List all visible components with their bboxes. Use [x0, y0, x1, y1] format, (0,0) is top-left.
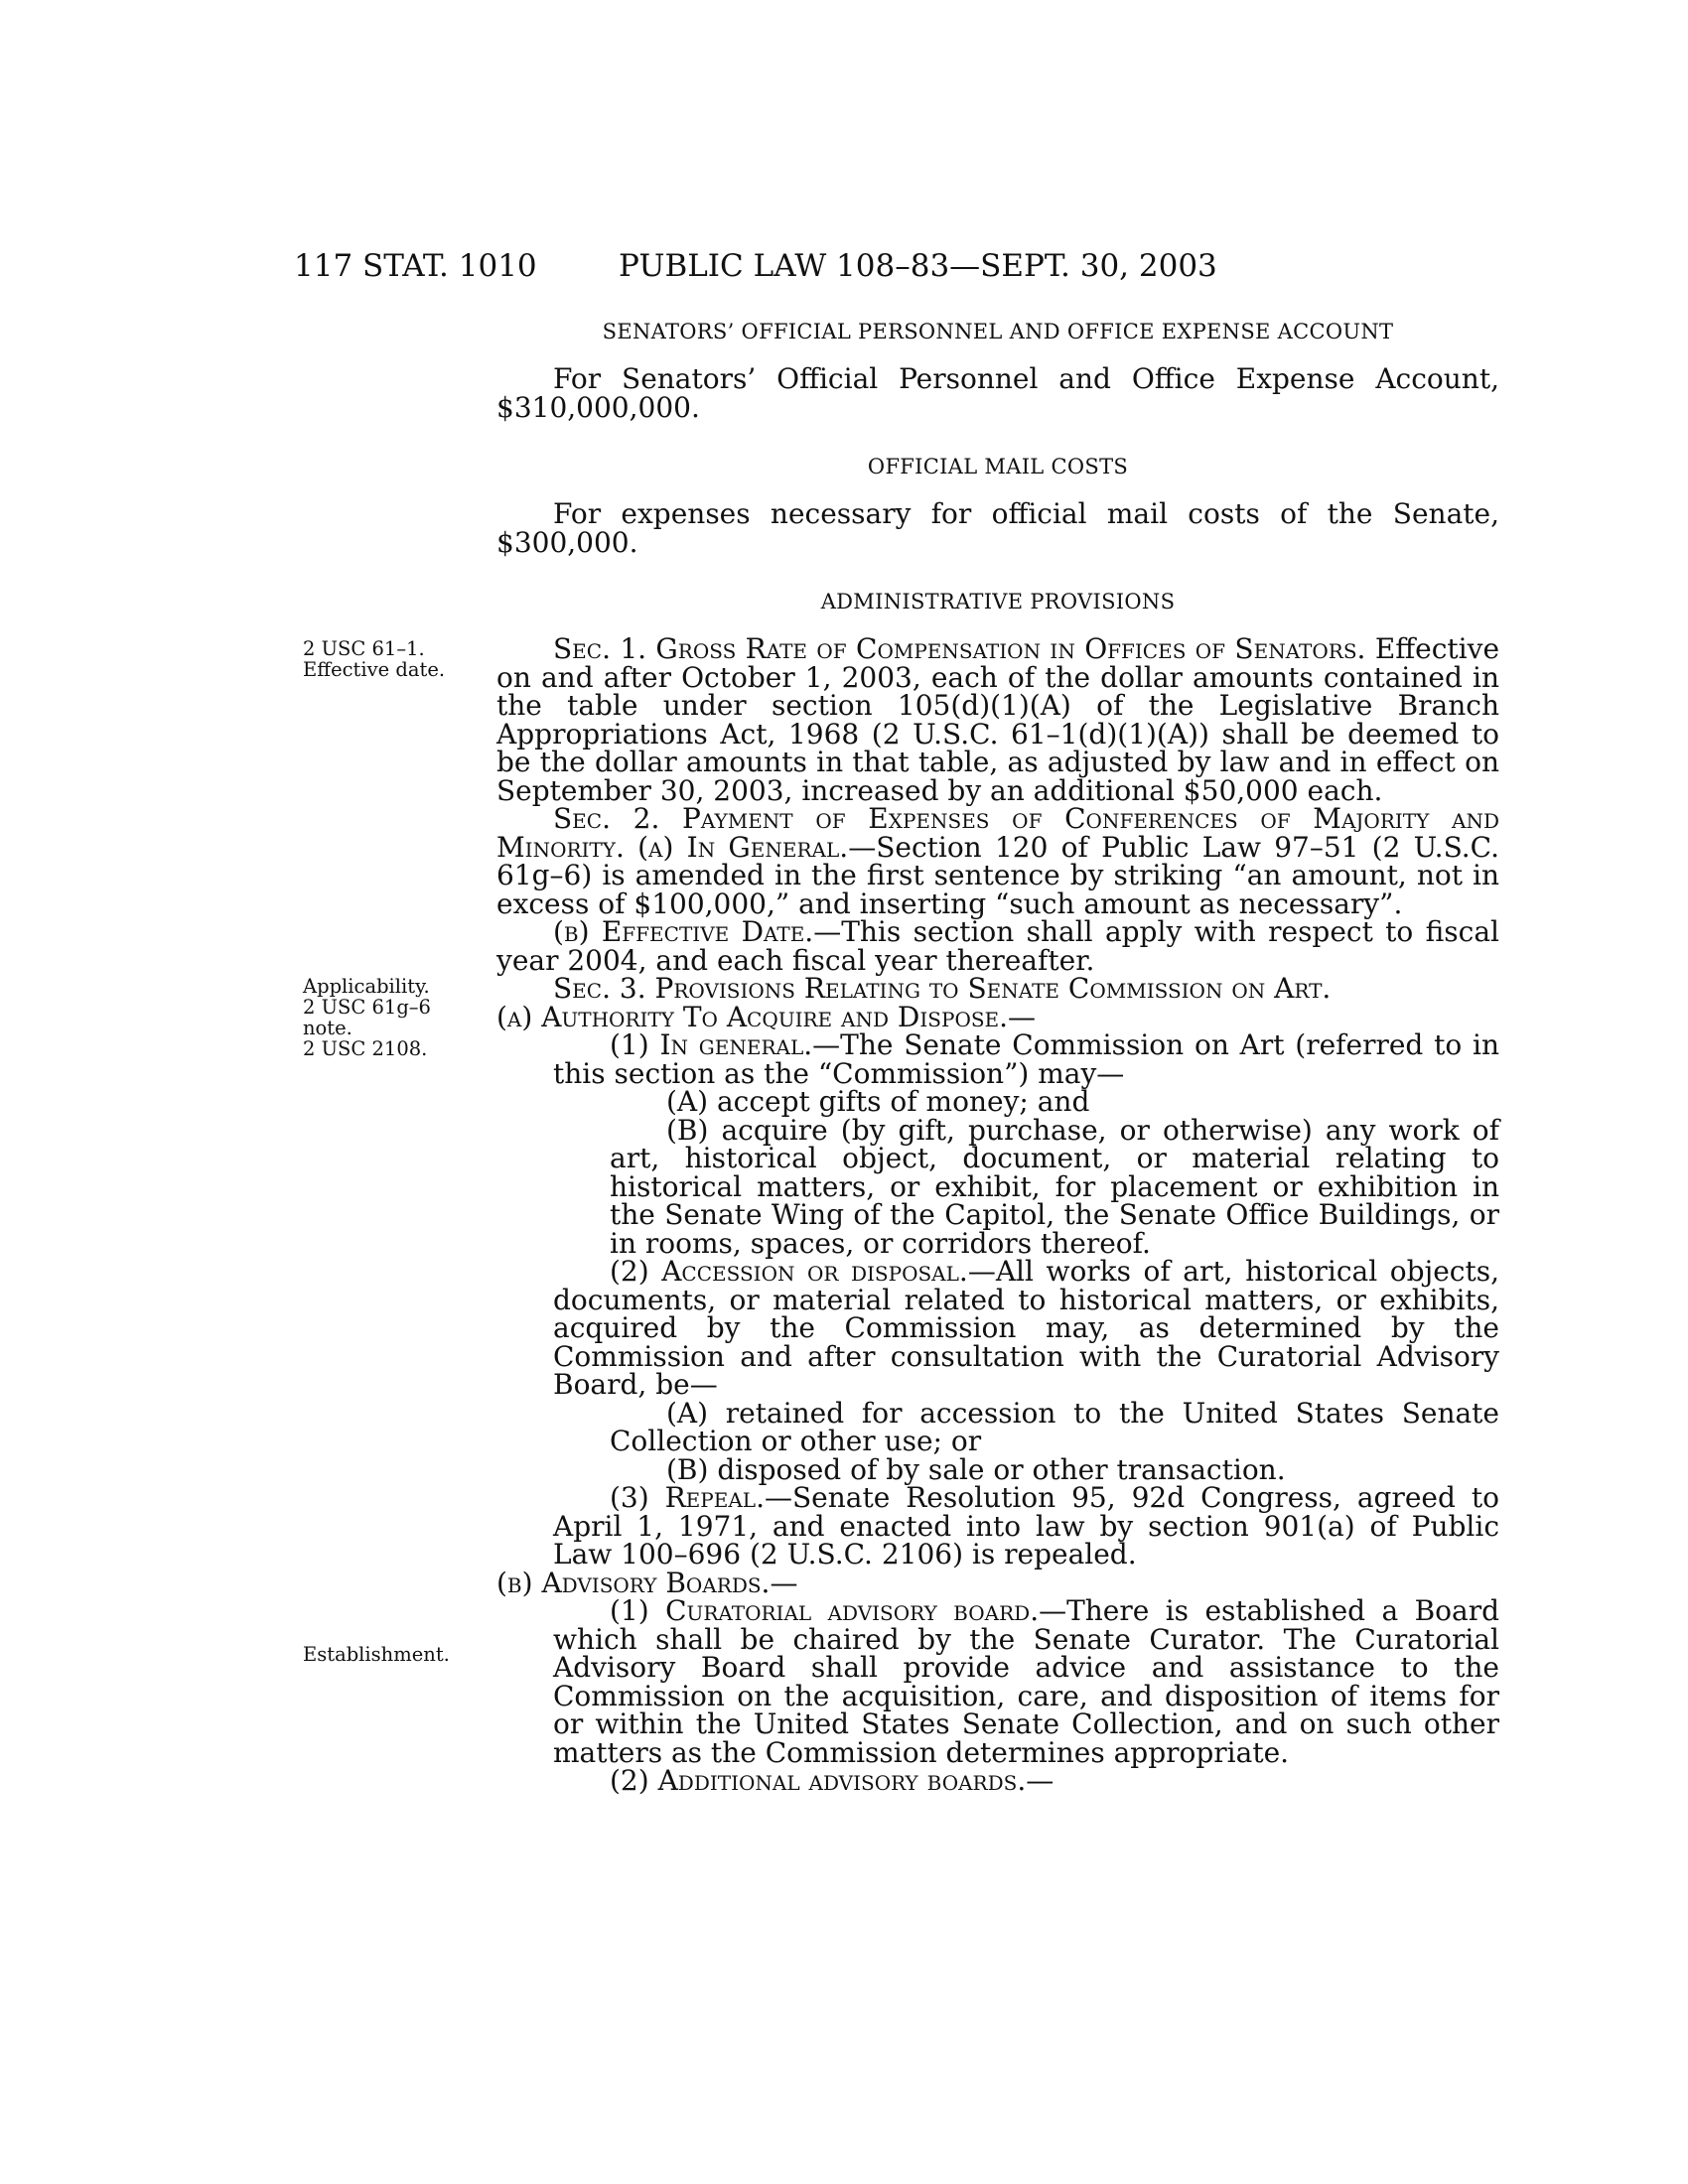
sec3-a-1-text: —The Senate Commission on Art (referred to in this section as the “Commission”) may—: [553, 1028, 1499, 1090]
sec2-heading: Sec. 2. Payment of Expenses of Conferences of Majority and Minority.: [496, 802, 1499, 864]
sec3-b-2-heading: (2) Additional advisory boards.: [610, 1764, 1027, 1797]
sec3-b-1-block: [496, 1594, 1499, 1797]
administrative-provisions-body: [496, 632, 1500, 1797]
margin-note-line: 2 USC 61–1.: [303, 637, 425, 660]
senators-account-block: [496, 362, 1499, 424]
section-title-admin: ADMINISTRATIVE PROVISIONS: [820, 590, 1176, 614]
sec3-a-3-block: [496, 1481, 1499, 1570]
public-law-header: PUBLIC LAW 108–83—SEPT. 30, 2003: [619, 248, 1217, 284]
sec2-paragraph: [496, 802, 1499, 920]
sec3-a-paragraph: [496, 1000, 1499, 1033]
section-title-senators-account: SENATORS’ OFFICIAL PERSONNEL AND OFFICE EXPENSE ACCOUNT: [602, 320, 1394, 343]
sec3-a-1-block: [496, 1028, 1499, 1090]
section-title-mail-costs: OFFICIAL MAIL COSTS: [867, 455, 1129, 478]
sec3-a-1-A: (A) accept gifts of money; and: [666, 1085, 1090, 1118]
mail-costs-text: For expenses necessary for official mail costs of the Senate, $300,000.: [496, 497, 1499, 559]
sec3-a-3-text: —Senate Resolution 95, 92d Congress, agreed to April 1, 1971, and enacted into law by section 901(a) of Public Law 100–696 (2 U.S.C. 2106) is repealed.: [553, 1481, 1499, 1570]
sec3-b-1-text: —There is established a Board which shall be chaired by the Senate Curator. The Curatorial Advisory Board shall provide advice and assistance to the Commission on the acquisition, care, and disposition of items for or within the United States Senate Collection, and on such other matters as the Commission determines appropriate.: [553, 1594, 1499, 1769]
sec3-a-1-subitems: [496, 1085, 1499, 1260]
sec2-b-paragraph: [496, 915, 1499, 977]
sec3-heading: Sec. 3. Provisions Relating to Senate Commission on Art.: [553, 972, 1332, 1005]
margin-note-line: Effective date.: [303, 658, 446, 681]
sec3-a-3-paragraph: [553, 1481, 1499, 1570]
sec3-b-1-heading: (1) Curatorial advisory board.: [610, 1594, 1040, 1627]
sec3-a-1-paragraph: [553, 1028, 1499, 1090]
senators-account-text: For Senators’ Official Personnel and Office Expense Account, $310,000,000.: [496, 362, 1499, 424]
margin-note-establishment: Establishment.: [303, 1643, 450, 1666]
sec3-a-2-heading: (2) Accession or disposal.: [610, 1255, 968, 1288]
sec3-a-dash: —: [1008, 1000, 1037, 1033]
sec2-a-heading: (a) In General.: [637, 830, 849, 864]
sec3-b-dash: —: [770, 1566, 798, 1599]
sec3-b-paragraph: [496, 1566, 1499, 1599]
margin-note-effective-date: [303, 638, 462, 680]
sec2-b-text: —This section shall apply with respect to fiscal year 2004, and each fiscal year thereafter.: [496, 915, 1499, 977]
sec3-heading-paragraph: [496, 972, 1499, 1005]
sec3-b-2-paragraph: [553, 1764, 1499, 1797]
margin-note-line: 2 USC 2108.: [303, 1037, 428, 1060]
sec3-a-1-heading: (1) In general.: [610, 1028, 813, 1061]
sec2-a-text: —Section 120 of Public Law 97–51 (2 U.S.C. 61g–6) is amended in the first sentence by striking “an amount, not in excess of $100,000,” and inserting “such amount as necessary”.: [496, 830, 1499, 920]
sec3-a-1-B: (B) acquire (by gift, purchase, or otherwise) any work of art, historical object, document, or material relating to historical matters, or exhibit, for placement or exhibition in the Senate Wing of the Capitol, the Senate Office Buildings, or in rooms, spaces, or corridors thereof.: [610, 1113, 1499, 1260]
sec3-a-2-block: [496, 1255, 1499, 1401]
sec3-a-2-A: (A) retained for accession to the United States Senate Collection or other use; or: [610, 1396, 1499, 1457]
sec3-a-heading: (a) Authority To Acquire and Dispose.: [496, 1000, 1009, 1033]
stat-citation: 117 STAT. 1010: [294, 248, 537, 284]
margin-note-line: 2 USC 61g–6: [303, 996, 431, 1019]
sec1-text: Effective on and after October 1, 2003, each of the dollar amounts contained in the table under section 105(d)(1)(A) of the Legislative Branch Appropriations Act, 1968 (2 U.S.C. 61–1(d)(1)(A)) shall be deemed to be the dollar amounts in that table, as adjusted by law and in effect on September 30, 2003, increased by an additional $50,000 each.: [496, 632, 1500, 807]
sec3-a-2-text: —All works of art, historical objects, documents, or material related to historical matters, or exhibits, acquired by the Commission may, as determined by the Commission and after consultation with the Curatorial Advisory Board, be—: [553, 1255, 1499, 1401]
sec3-a-2-B: (B) disposed of by sale or other transaction.: [666, 1452, 1286, 1486]
sec2-b-heading: (b) Effective Date.: [553, 915, 814, 948]
margin-note-line: Applicability.: [303, 975, 430, 998]
sec3-a-3-heading: (3) Repeal.: [610, 1481, 765, 1514]
margin-note-line: note.: [303, 1017, 352, 1039]
mail-costs-block: [496, 497, 1499, 559]
sec3-b-1-paragraph: [553, 1594, 1499, 1769]
sec1-paragraph: [496, 632, 1500, 807]
sec3-a-2-subitems: [496, 1396, 1499, 1486]
sec1-heading: Sec. 1. Gross Rate of Compensation in Offices of Senators.: [553, 632, 1366, 665]
sec3-a-2-paragraph: [553, 1255, 1499, 1401]
sec3-b-2-dash: —: [1026, 1764, 1055, 1797]
sec3-b-heading: (b) Advisory Boards.: [496, 1566, 771, 1599]
margin-note-applicability: [303, 976, 462, 1059]
